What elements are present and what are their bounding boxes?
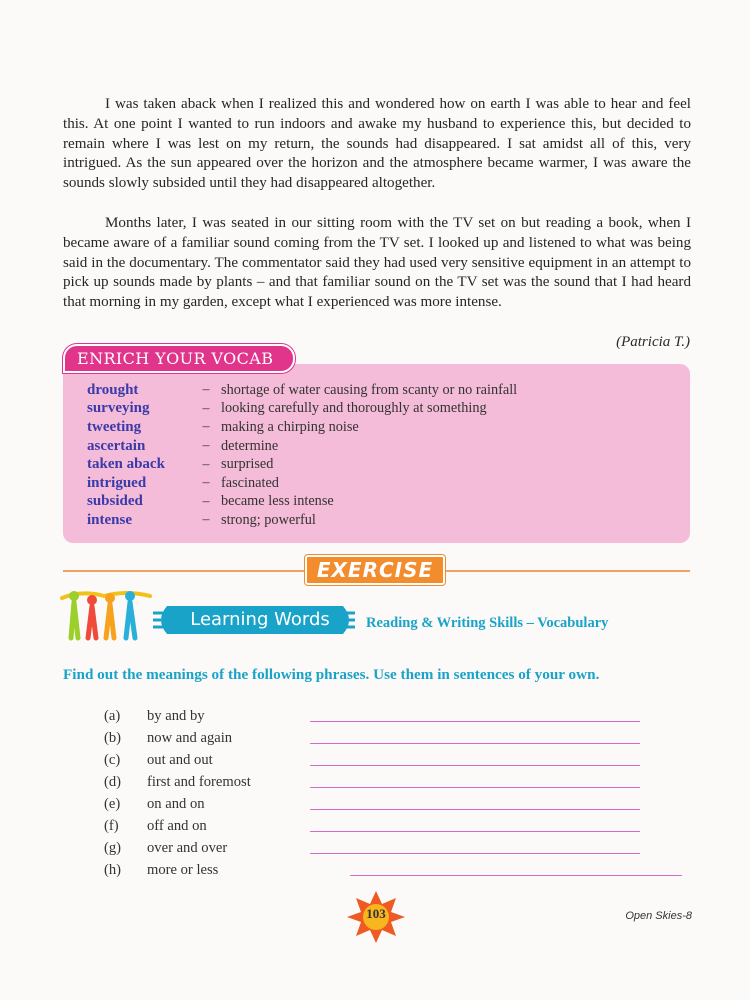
answer-line[interactable] bbox=[310, 809, 640, 810]
phrase-item bbox=[63, 752, 693, 774]
vocab-meaning: shortage of water causing from scanty or no rainfall bbox=[221, 381, 518, 398]
vocab-heading: ENRICH YOUR VOCAB bbox=[63, 344, 295, 373]
vocab-row bbox=[87, 418, 690, 437]
phrase-text: over and over bbox=[147, 840, 228, 856]
phrase-item bbox=[63, 818, 693, 840]
phrase-item bbox=[63, 708, 693, 730]
book-title: Open Skies-8 bbox=[625, 910, 692, 922]
phrase-item bbox=[63, 862, 693, 884]
answer-line[interactable] bbox=[310, 853, 640, 854]
vocab-dash: – bbox=[202, 400, 210, 416]
answer-line[interactable] bbox=[310, 831, 640, 832]
vocab-dash: – bbox=[202, 456, 210, 472]
vocab-word: ascertain bbox=[87, 437, 146, 454]
vocab-word: tweeting bbox=[87, 418, 142, 435]
vocab-word: taken aback bbox=[87, 456, 165, 473]
vocab-dash: – bbox=[202, 419, 210, 435]
phrase-item bbox=[63, 774, 693, 796]
phrase-label: (g) bbox=[104, 840, 122, 856]
phrase-text: now and again bbox=[147, 730, 233, 746]
vocab-word: surveying bbox=[87, 400, 150, 417]
story-paragraph-2: Months later, I was seated in our sitting room with the TV set on but reading a book, when I became aware of a familiar sound coming from the TV set. I looked up and listened to what was being said in the documentary. The commentator said they had used very sensitive equipment in an attempt to pick up sounds made by plants – and that familiar sound on the TV set was the sound that I had heard that morning in my garden, except what I experienced was more intense. bbox=[63, 215, 691, 311]
vocab-row bbox=[87, 511, 690, 530]
phrase-text: off and on bbox=[147, 818, 207, 834]
answer-line[interactable] bbox=[310, 721, 640, 722]
phrase-item bbox=[63, 796, 693, 818]
phrase-text: out and out bbox=[147, 752, 213, 768]
phrase-label: (a) bbox=[104, 708, 121, 724]
vocab-meaning: determine bbox=[221, 437, 279, 454]
answer-line[interactable] bbox=[310, 743, 640, 744]
phrase-text: by and by bbox=[147, 708, 205, 724]
vocab-word: drought bbox=[87, 381, 139, 398]
vocab-dash: – bbox=[202, 512, 210, 528]
phrase-label: (b) bbox=[104, 730, 122, 746]
vocab-meaning: surprised bbox=[221, 456, 274, 473]
vocab-row bbox=[87, 493, 690, 512]
vocab-meaning: making a chirping noise bbox=[221, 418, 359, 435]
exercise-instruction: Find out the meanings of the following phrases. Use them in sentences of your own. bbox=[63, 666, 600, 683]
vocab-word: intrigued bbox=[87, 474, 147, 491]
vocab-word: subsided bbox=[87, 493, 143, 510]
phrase-label: (f) bbox=[104, 818, 119, 834]
vocab-dash: – bbox=[202, 382, 210, 398]
vocab-meaning: strong; powerful bbox=[221, 511, 316, 528]
phrase-label: (e) bbox=[104, 796, 121, 812]
phrase-label: (c) bbox=[104, 752, 121, 768]
answer-line[interactable] bbox=[350, 875, 682, 876]
vocab-meaning: looking carefully and thoroughly at something bbox=[221, 400, 487, 417]
answer-line[interactable] bbox=[310, 787, 640, 788]
learning-words-title: Learning Words bbox=[190, 609, 330, 630]
vocab-row bbox=[87, 400, 690, 419]
phrase-item bbox=[63, 730, 693, 752]
vocab-box bbox=[63, 364, 690, 543]
vocab-row bbox=[87, 455, 690, 474]
vocab-row bbox=[87, 474, 690, 493]
phrase-label: (d) bbox=[104, 774, 122, 790]
phrase-text: first and foremost bbox=[147, 774, 251, 790]
page-number: 103 bbox=[366, 906, 386, 921]
vocab-dash: – bbox=[202, 438, 210, 454]
phrase-text: on and on bbox=[147, 796, 205, 812]
story-paragraph-1: I was taken aback when I realized this and wondered how on earth I was able to hear and feel this. At one point I wanted to run indoors and awake my husband to experience this, but decided to remain where I was lest on my return, the sounds had disappeared. I sat amidst all of this, very intrigued. As the sun appeared over the horizon and the atmosphere became warmer, I was aware the sounds slowly subsided until they had disappeared altogether. bbox=[63, 96, 691, 192]
vocab-dash: – bbox=[202, 475, 210, 491]
vocab-meaning: fascinated bbox=[221, 474, 279, 491]
vocab-row bbox=[87, 437, 690, 456]
vocab-row bbox=[87, 381, 690, 400]
vocab-word: intense bbox=[87, 511, 132, 528]
exercise-heading: EXERCISE bbox=[305, 555, 445, 585]
divider-left bbox=[63, 570, 305, 572]
children-icon bbox=[60, 588, 152, 642]
phrase-label: (h) bbox=[104, 862, 122, 878]
answer-line[interactable] bbox=[310, 765, 640, 766]
divider-right bbox=[445, 570, 690, 572]
vocab-meaning: became less intense bbox=[221, 493, 334, 510]
skills-label: Reading & Writing Skills – Vocabulary bbox=[366, 615, 609, 631]
vocab-dash: – bbox=[202, 493, 210, 509]
phrase-text: more or less bbox=[147, 862, 219, 878]
author-credit: (Patricia T.) bbox=[616, 334, 690, 350]
phrase-item bbox=[63, 840, 693, 862]
